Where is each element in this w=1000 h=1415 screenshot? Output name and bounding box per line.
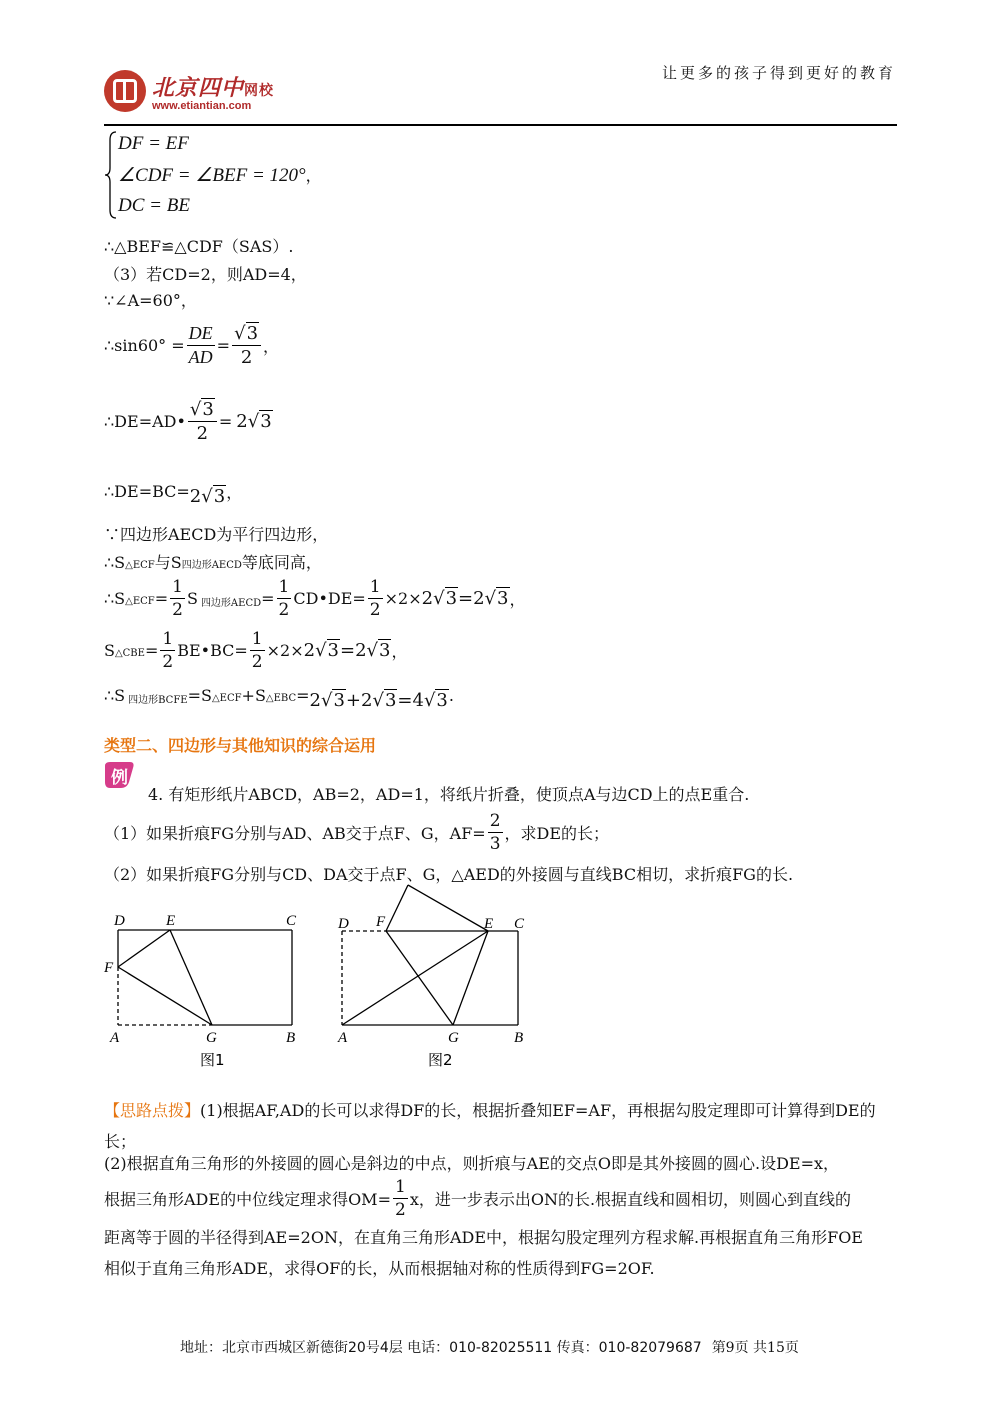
- label-b: B: [286, 1030, 296, 1046]
- label-g: G: [206, 1030, 217, 1046]
- section-title: 类型二、四边形与其他知识的综合运用: [104, 736, 377, 755]
- hint-paragraph-2a: (2)根据直角三角形的外接圆的圆心是斜边的中点，则折痕与AE的交点O即是其外接圆的圆心.设DE=x，: [104, 1154, 840, 1173]
- equation-dc-be: DC = BE: [118, 195, 190, 216]
- figure-1: [100, 905, 310, 1075]
- part3-line: （3）若CD=2，则AD=4，: [104, 265, 307, 284]
- header-divider: [104, 124, 897, 126]
- footer-address: 地址：北京市西城区新德街20号4层 电话：010-82025511 传真：010-82079687: [180, 1340, 702, 1356]
- figure-2-caption: 图2: [428, 1051, 453, 1069]
- problem-q1: （1）如果折痕FG分别与AD、AB交于点F、G，AF= $\frac{2}{3}$ ，求DE的长；: [104, 811, 610, 855]
- equation-df-ef: DF = EF: [118, 133, 189, 154]
- hint-paragraph-2d: 相似于直角三角形ADE，求得OF的长，从而根据轴对称的性质得到FG=2OF.: [104, 1259, 655, 1278]
- de-line: ∴DE=AD• $\frac{√3}{2}$ = 2√3: [104, 399, 272, 445]
- hint-paragraph-2c: 距离等于圆的半径得到AE=2ON，在直角三角形ADE中，根据勾股定理列方程求解.再根据直角三角形FOE: [104, 1228, 863, 1247]
- example-icon: 例: [102, 760, 136, 790]
- problem-q2: （2）如果折痕FG分别与CD、DA交于点F、G，△AED的外接圆与直线BC相切，求折痕FG的长.: [104, 865, 794, 884]
- parallelogram-line: ∵四边形AECD为平行四边形，: [104, 525, 329, 544]
- label-e: E: [166, 913, 176, 929]
- sin-line: ∴sin60° = $\frac{DE}{AD}$ = $\frac{√3}{2}$ ，: [104, 323, 280, 369]
- label-b: B: [514, 1030, 524, 1046]
- area-ecf-line: ∴S △ECF = $\frac{1}{2}$ S 四边形AECD = $\frac{1}{2}$ CD•DE= $\frac{1}{2}$ ×2× 2√3=2√3 ，: [104, 577, 526, 621]
- figure-1-caption: 图1: [200, 1051, 225, 1069]
- label-d: D: [338, 916, 349, 932]
- page-footer: [180, 1337, 799, 1357]
- hint-paragraph-2b: 根据三角形ADE的中位线定理求得OM= $\frac{1}{2}$ x，进一步表示出ON的长.根据直线和圆相切，则圆心到直线的: [104, 1177, 852, 1221]
- hint-label: 【思路点拨】: [104, 1101, 201, 1120]
- same-base-line: ∴S△ECF与S四边形AECD等底同高，: [104, 553, 322, 572]
- label-c: C: [286, 913, 297, 929]
- label-f: F: [376, 914, 386, 930]
- area-cbe-line: S △CBE = $\frac{1}{2}$ BE•BC= $\frac{1}{2}$ ×2× 2√3=2√3 ，: [104, 629, 408, 673]
- angle-a-line: ∵∠A=60°，: [104, 291, 197, 310]
- congruence-statement: ∴△BEF≌△CDF（SAS）.: [104, 237, 294, 256]
- logo-url: www.etiantian.com: [152, 99, 252, 112]
- label-e: E: [484, 916, 494, 932]
- header-slogan: 让更多的孩子得到更好的教育: [661, 64, 896, 82]
- figure-2: [330, 880, 540, 1075]
- hint-paragraph-1: 【思路点拨】(1)根据AF,AD的长可以求得DF的长，根据折叠知EF=AF，再根据勾股定理即可计算得到DE的长；: [104, 1101, 876, 1151]
- comma: ，: [305, 166, 322, 185]
- label-a: A: [110, 1030, 120, 1046]
- problem-stem: 4. 有矩形纸片ABCD，AB=2，AD=1，将纸片折叠，使顶点A与边CD上的点E重合.: [148, 785, 750, 804]
- de-bc-line: ∴DE=BC= 2√3 ，: [104, 482, 243, 507]
- area-total-line: ∴S 四边形BCFE =S △ECF +S △EBC = 2√3+2√3=4√3 .: [104, 686, 454, 711]
- logo-name: 北京四中网校: [152, 74, 275, 101]
- school-logo: [104, 70, 274, 112]
- page-number: 第9页 共15页: [711, 1340, 799, 1356]
- label-f: F: [104, 960, 114, 976]
- label-d: D: [114, 913, 125, 929]
- label-c: C: [514, 916, 525, 932]
- brace-icon: [104, 130, 118, 220]
- label-g: G: [448, 1030, 459, 1046]
- label-a: A: [338, 1030, 348, 1046]
- equation-angle: ∠CDF = ∠BEF = 120°: [118, 165, 306, 186]
- logo-emblem-icon: [104, 70, 146, 112]
